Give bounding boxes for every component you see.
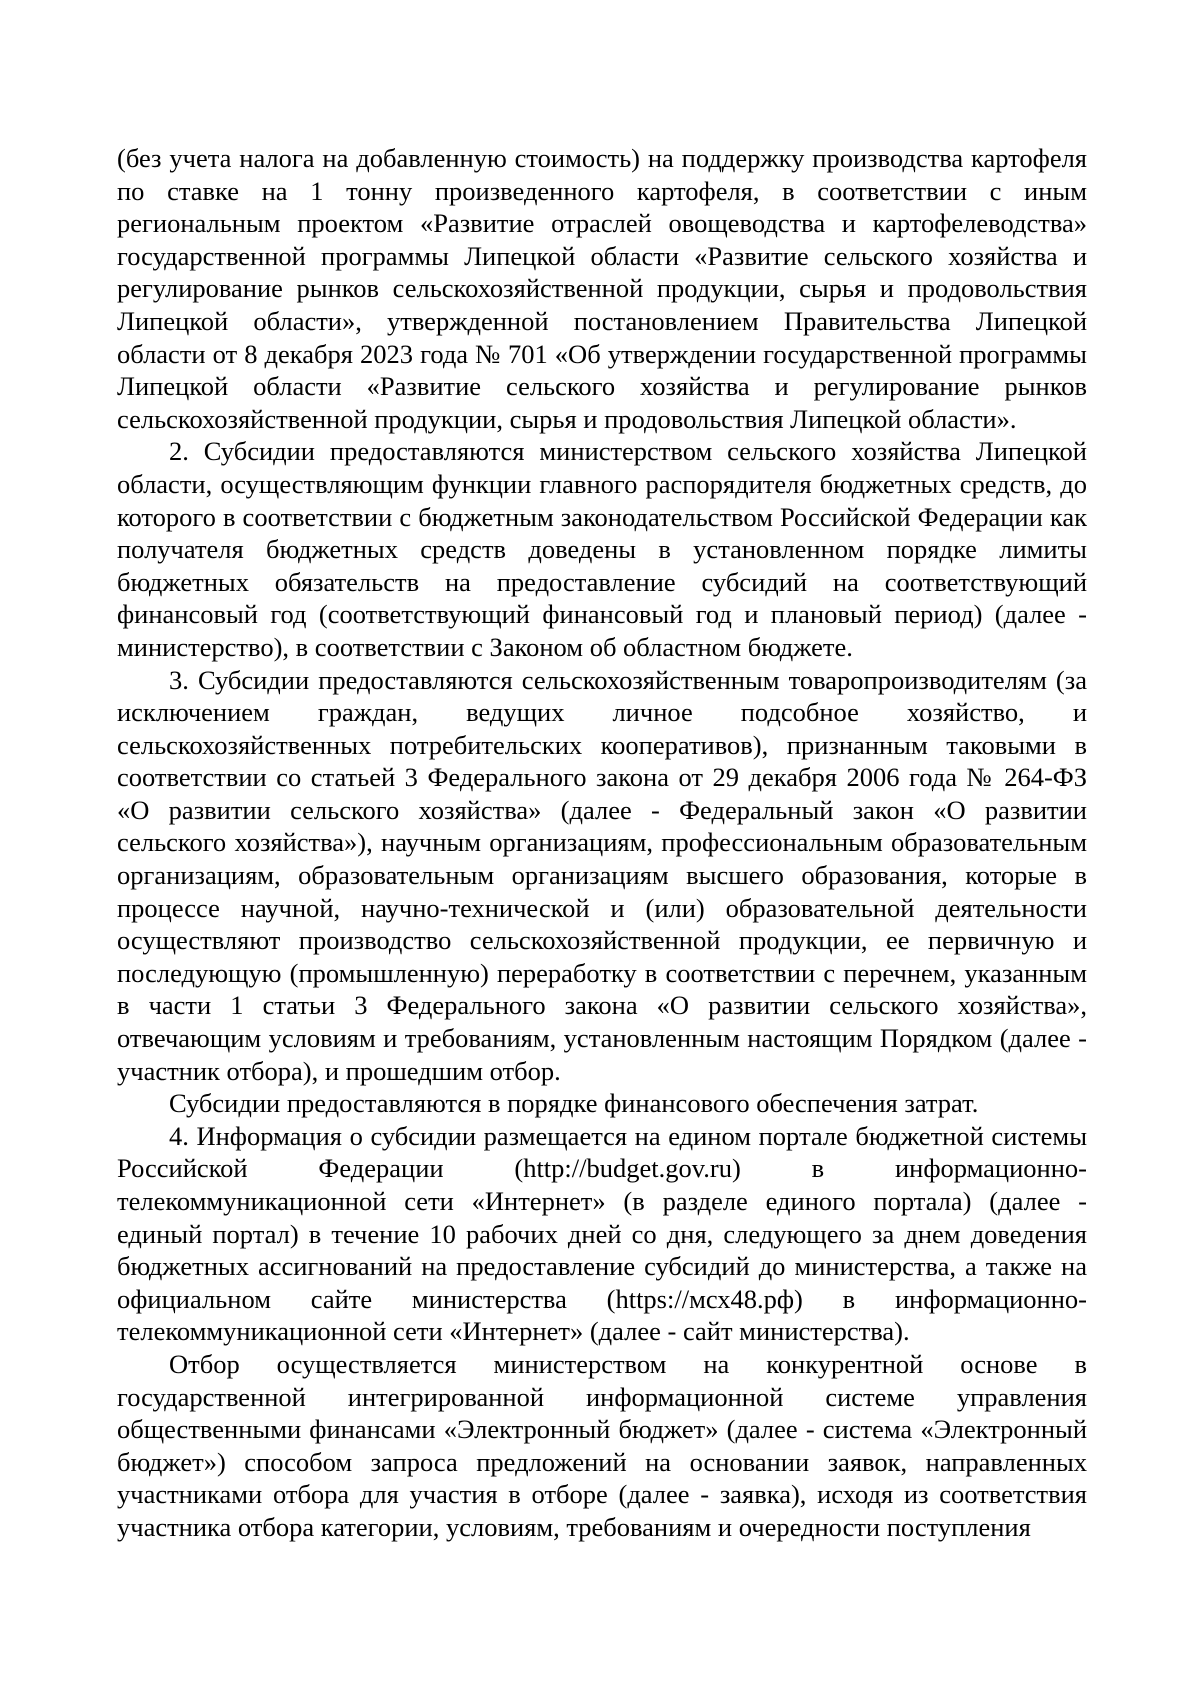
paragraph-item-4: 4. Информация о субсидии размещается на едином портале бюджетной системы Российской Федерации (http://budget.gov.ru) в информационно-телекоммуникационной сети «Интернет» (в разделе единого портала) (далее - единый портал) в течение 10 рабочих дней со дня, следующего за днем доведения бюджетных ассигнований на предоставление субсидий до министерства, а также на официальном сайте министерства (https://мсх48.рф) в информационно-телекоммуникационной сети «Интернет» (далее - сайт министерства). (117, 1120, 1087, 1347)
paragraph-item-3: 3. Субсидии предоставляются сельскохозяйственным товаропроизводителям (за исключением граждан, ведущих личное подсобное хозяйство, и сельскохозяйственных потребительских кооперативов), признанным таковыми в соответствии со статьей 3 Федерального закона от 29 декабря 2006 года № 264-ФЗ «О развитии сельского хозяйства» (далее - Федеральный закон «О развитии сельского хозяйства»), научным организациям, профессиональным образовательным организациям, образовательным организациям высшего образования, которые в процессе научной, научно-технической и (или) образовательной деятельности осуществляют производство сельскохозяйственной продукции, ее первичную и последующую (промышленную) переработку в соответствии с перечнем, указанным в части 1 статьи 3 Федерального закона «О развитии сельского хозяйства», отвечающим условиям и требованиям, установленным настоящим Порядком (далее - участник отбора), и прошедшим отбор. (117, 664, 1087, 1086)
paragraph-financing: Субсидии предоставляются в порядке финансового обеспечения затрат. (169, 1088, 979, 1119)
document-page (117, 142, 1087, 1544)
paragraph-continuation: (без учета налога на добавленную стоимость) на поддержку производства картофеля по ставке на 1 тонну произведенного картофеля, в соответствии с иным региональным проектом «Развитие отраслей овощеводства и картофелеводства» государственной программы Липецкой области «Развитие сельского хозяйства и регулирование рынков сельскохозяйственной продукции, сырья и продовольствия Липецкой области», утвержденной постановлением Правительства Липецкой области от 8 декабря 2023 года № 701 «Об утверждении государственной программы Липецкой области «Развитие сельского хозяйства и регулирование рынков сельскохозяйственной продукции, сырья и продовольствия Липецкой области». (117, 143, 1087, 434)
paragraph-selection: Отбор осуществляется министерством на конкурентной основе в государственной интегрированной информационной системе управления общественными финансами «Электронный бюджет» (далее - система «Электронный бюджет») способом запроса предложений на основании заявок, направленных участниками отбора для участия в отборе (далее - заявка), исходя из соответствия участника отбора категории, условиям, требованиям и очередности поступления (117, 1348, 1087, 1542)
paragraph-item-2: 2. Субсидии предоставляются министерством сельского хозяйства Липецкой области, осуществляющим функции главного распорядителя бюджетных средств, до которого в соответствии с бюджетным законодательством Российской Федерации как получателя бюджетных средств доведены в установленном порядке лимиты бюджетных обязательств на предоставление субсидий на соответствующий финансовый год (соответствующий финансовый год и плановый период) (далее - министерство), в соответствии с Законом об областном бюджете. (117, 436, 1087, 662)
